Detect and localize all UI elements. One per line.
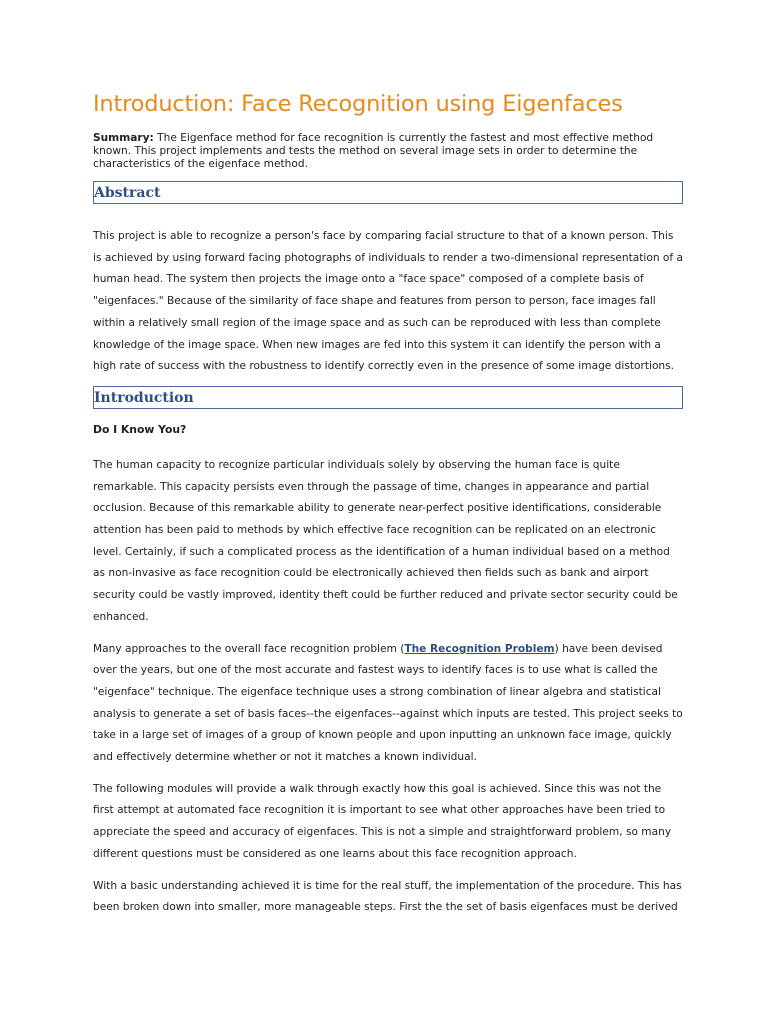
abstract-heading: Abstract — [94, 185, 161, 201]
introduction-paragraph-4: With a basic understanding achieved it is time for the real stuff, the implementation of the procedure. This has been broken down into smaller, more manageable steps. First the the set of basis eigenfaces must be derived — [93, 879, 682, 914]
introduction-heading-box — [93, 386, 683, 409]
abstract-heading-box — [93, 181, 683, 204]
introduction-paragraph-3: The following modules will provide a walk through exactly how this goal is achieved. Since this was not the first attempt at automated face recognition it is important to see what other approaches have been tried to appreciate the speed and accuracy of eigenfaces. This is not a simple and straightforward problem, so many different questions must be considered as one learns about this face recognition approach. — [93, 782, 672, 860]
introduction-paragraph-2 — [93, 639, 683, 769]
page-title: Introduction: Face Recognition using Eigenfaces — [93, 91, 623, 117]
summary-label: Summary: — [93, 132, 154, 144]
abstract-body: This project is able to recognize a person's face by comparing facial structure to that of a known person. This is achieved by using forward facing photographs of individuals to render a two-dimensional representation of a human head. The system then projects the image onto a "face space" composed of a complete basis of "eigenfaces." Because of the similarity of face shape and features from person to person, face images fall within a relatively small region of the image space and as such can be reproduced with less than complete knowledge of the image space. When new images are fed into this system it can identify the person with a high rate of success with the robustness to identify correctly even in the presence of some image distortions. — [93, 230, 683, 373]
document-page — [93, 88, 683, 919]
paragraph-2-start: Many approaches to the overall face recognition problem ( — [93, 642, 405, 655]
introduction-paragraph-1: The human capacity to recognize particular individuals solely by observing the human face is quite remarkable. This capacity persists even through the passage of time, changes in appearance and partial occlusion. Because of this remarkable ability to generate near-perfect positive identifications, considerable attention has been paid to methods by which effective face recognition can be replicated on an electronic level. Certainly, if such a complicated process as the identification of a human individual based on a method as non-invasive as face recognition could be electronically achieved then fields such as bank and airport security could be vastly improved, identity theft could be further reduced and private sector security could be enhanced. — [93, 458, 678, 623]
recognition-problem-link[interactable]: The Recognition Problem — [404, 642, 555, 655]
summary-text: The Eigenface method for face recognition is currently the fastest and most effective method known. This project implements and tests the method on several image sets in order to determine the characteristics of the eigenface method. — [93, 132, 654, 170]
paragraph-2-rest: ) have been devised over the years, but one of the most accurate and fastest ways to identify faces is to use what is called the "eigenface" technique. The eigenface technique uses a strong combination of linear algebra and statistical analysis to generate a set of basis faces--the eigenfaces--against which inputs are tested. This project seeks to take in a large set of images of a group of known people and upon inputting an unknown face image, quickly and effectively determine whether or not it matches a known individual. — [93, 642, 683, 764]
introduction-heading: Introduction — [94, 389, 194, 406]
summary-paragraph — [93, 132, 683, 171]
introduction-subheading: Do I Know You? — [93, 422, 187, 436]
